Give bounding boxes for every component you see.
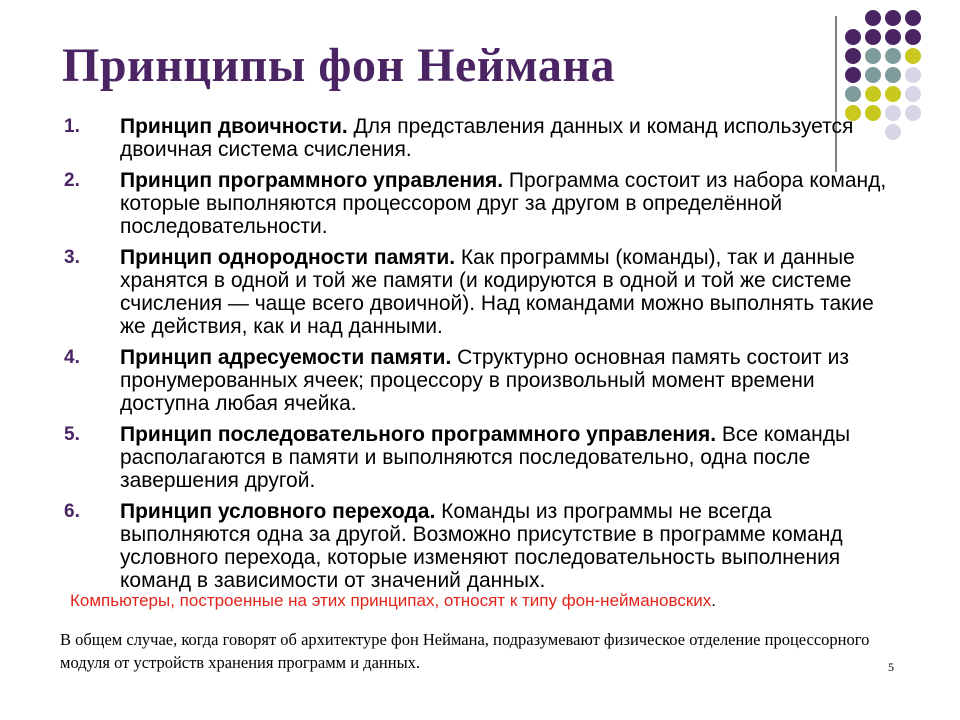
principle-text: Все команды располагаются в памяти и выполняются последовательно, одна после завершения другой.	[120, 423, 851, 492]
principle-item	[64, 246, 904, 338]
decorative-dot	[865, 48, 881, 64]
decorative-dot	[845, 67, 861, 83]
decorative-dot	[905, 86, 921, 102]
decorative-dot	[885, 29, 901, 45]
principle-item	[64, 169, 904, 238]
decorative-dot	[905, 67, 921, 83]
principle-item	[64, 423, 904, 492]
principle-number: 4.	[64, 347, 80, 368]
principle-number: 5.	[64, 424, 80, 445]
decorative-dot	[885, 10, 901, 26]
page-number: 5	[888, 660, 894, 674]
decorative-dot	[865, 10, 881, 26]
principle-item	[64, 500, 904, 592]
principle-text: Программа состоит из набора команд, которые выполняются процессором друг за другом в определённой последовательности.	[120, 169, 887, 238]
principle-name: Принцип программного управления.	[120, 169, 504, 192]
highlight-note-text: Компьютеры, построенные на этих принципах, относят к типу фон-неймановских	[70, 591, 712, 610]
principles-list	[64, 115, 904, 600]
decorative-dot	[845, 48, 861, 64]
principle-name: Принцип двоичности.	[120, 115, 348, 138]
decorative-dot	[905, 29, 921, 45]
decorative-dot	[885, 86, 901, 102]
decorative-dot	[885, 67, 901, 83]
decorative-dot	[845, 29, 861, 45]
principle-body	[120, 423, 904, 492]
principle-body	[120, 246, 904, 338]
principle-body	[120, 169, 904, 238]
principle-item	[64, 346, 904, 415]
principle-text: Для представления данных и команд используется двоичная система счисления.	[120, 115, 854, 161]
general-note: В общем случае, когда говорят об архитектуре фон Неймана, подразумевают физическое отделение процессорного модуля от устройств хранения программ и данных.	[60, 630, 870, 672]
decorative-dot	[865, 67, 881, 83]
principle-text: Как программы (команды), так и данные хранятся в одной и той же памяти (и кодируются в одной и той же системе счисления — чаще всего двоичной). Над командами можно выполнять такие же действия, как и над данными.	[120, 246, 874, 338]
highlight-note	[70, 590, 716, 612]
principle-number: 6.	[64, 501, 80, 522]
decorative-dot	[845, 86, 861, 102]
principle-text: Структурно основная память состоит из пронумерованных ячеек; процессору в произвольный момент времени доступна любая ячейка.	[120, 346, 850, 415]
principle-item	[64, 115, 904, 161]
principle-body	[120, 115, 904, 161]
slide-title: Принципы фон Неймана	[62, 39, 615, 92]
principle-number: 3.	[64, 247, 80, 268]
decorative-dot	[905, 48, 921, 64]
principle-number: 1.	[64, 116, 80, 137]
decorative-dot	[865, 86, 881, 102]
decorative-dot	[865, 29, 881, 45]
principle-name: Принцип адресуемости памяти.	[120, 346, 452, 369]
principle-body	[120, 346, 904, 415]
principle-name: Принцип однородности памяти.	[120, 246, 456, 269]
principle-number: 2.	[64, 170, 80, 191]
decorative-dot	[885, 48, 901, 64]
highlight-note-tail: .	[711, 591, 717, 610]
decorative-dot	[905, 10, 921, 26]
principle-body	[120, 500, 904, 592]
decorative-dot	[905, 105, 921, 121]
principle-name: Принцип условного перехода.	[120, 500, 436, 523]
principle-text: Команды из программы не всегда выполняются одна за другой. Возможно присутствие в программе команд условного перехода, которые изменяют последовательность выполнения команд в зависимости от значений данных.	[120, 500, 843, 592]
principle-name: Принцип последовательного программного управления.	[120, 423, 717, 446]
